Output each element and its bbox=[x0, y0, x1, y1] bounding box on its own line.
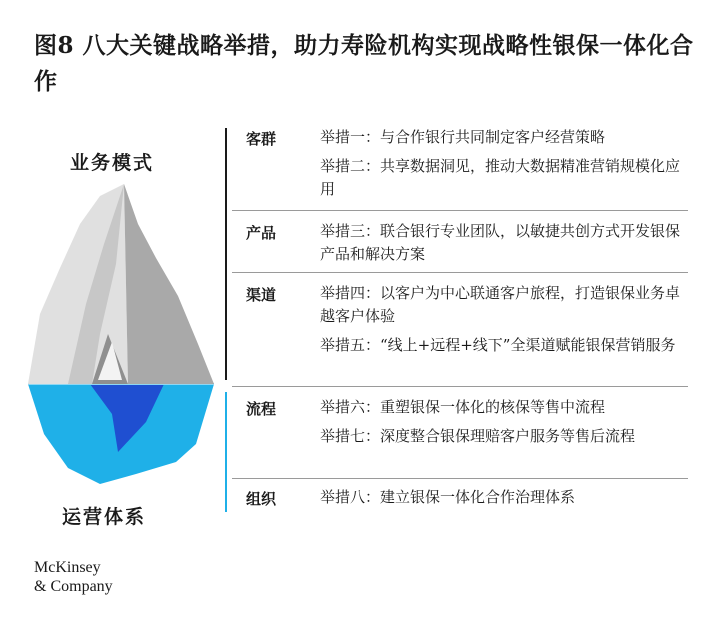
measure-item: 举措五：“线上+远程+线下”全渠道赋能银保营销服务 bbox=[320, 336, 676, 354]
measure-item: 举措七：深度整合银保理赔客户服务等售后流程 bbox=[320, 427, 636, 445]
logo-line-2: & Company bbox=[34, 578, 113, 595]
measure-item: 举措二：共享数据洞见，推动大数据精准营销规模化应用 bbox=[320, 157, 681, 198]
measure-item: 举措三：联合银行专业团队，以敏捷共创方式开发银保产品和解决方案 bbox=[320, 222, 681, 263]
mckinsey-logo bbox=[34, 558, 113, 596]
group-row bbox=[232, 396, 688, 479]
group-row bbox=[232, 220, 688, 273]
measure-item: 举措六：重塑银保一体化的核保等售中流程 bbox=[320, 398, 606, 416]
group-category: 组织 bbox=[246, 490, 277, 508]
group-category: 渠道 bbox=[246, 286, 277, 304]
iceberg-right-face bbox=[124, 184, 214, 384]
group-category: 产品 bbox=[246, 224, 277, 242]
group-category: 客群 bbox=[246, 130, 277, 148]
figure-title: 图8 八大关键战略举措，助力寿险机构实现战略性银保一体化合作 bbox=[34, 32, 694, 95]
group-row bbox=[232, 486, 688, 516]
business-model-divider bbox=[225, 128, 227, 380]
measure-item: 举措八：建立银保一体化合作治理体系 bbox=[320, 488, 576, 506]
operation-system-divider bbox=[225, 392, 227, 512]
group-category: 流程 bbox=[246, 400, 277, 418]
business-model-label: 业务模式 bbox=[70, 152, 155, 174]
measure-item: 举措一：与合作银行共同制定客户经营策略 bbox=[320, 128, 606, 146]
iceberg-illustration bbox=[28, 184, 214, 490]
logo-line-1: McKinsey bbox=[34, 559, 101, 576]
group-row bbox=[232, 282, 688, 387]
group-row bbox=[232, 126, 688, 211]
operation-system-label: 运营体系 bbox=[62, 506, 147, 528]
measure-item: 举措四：以客户为中心联通客户旅程，打造银保业务卓越客户体验 bbox=[320, 284, 681, 325]
